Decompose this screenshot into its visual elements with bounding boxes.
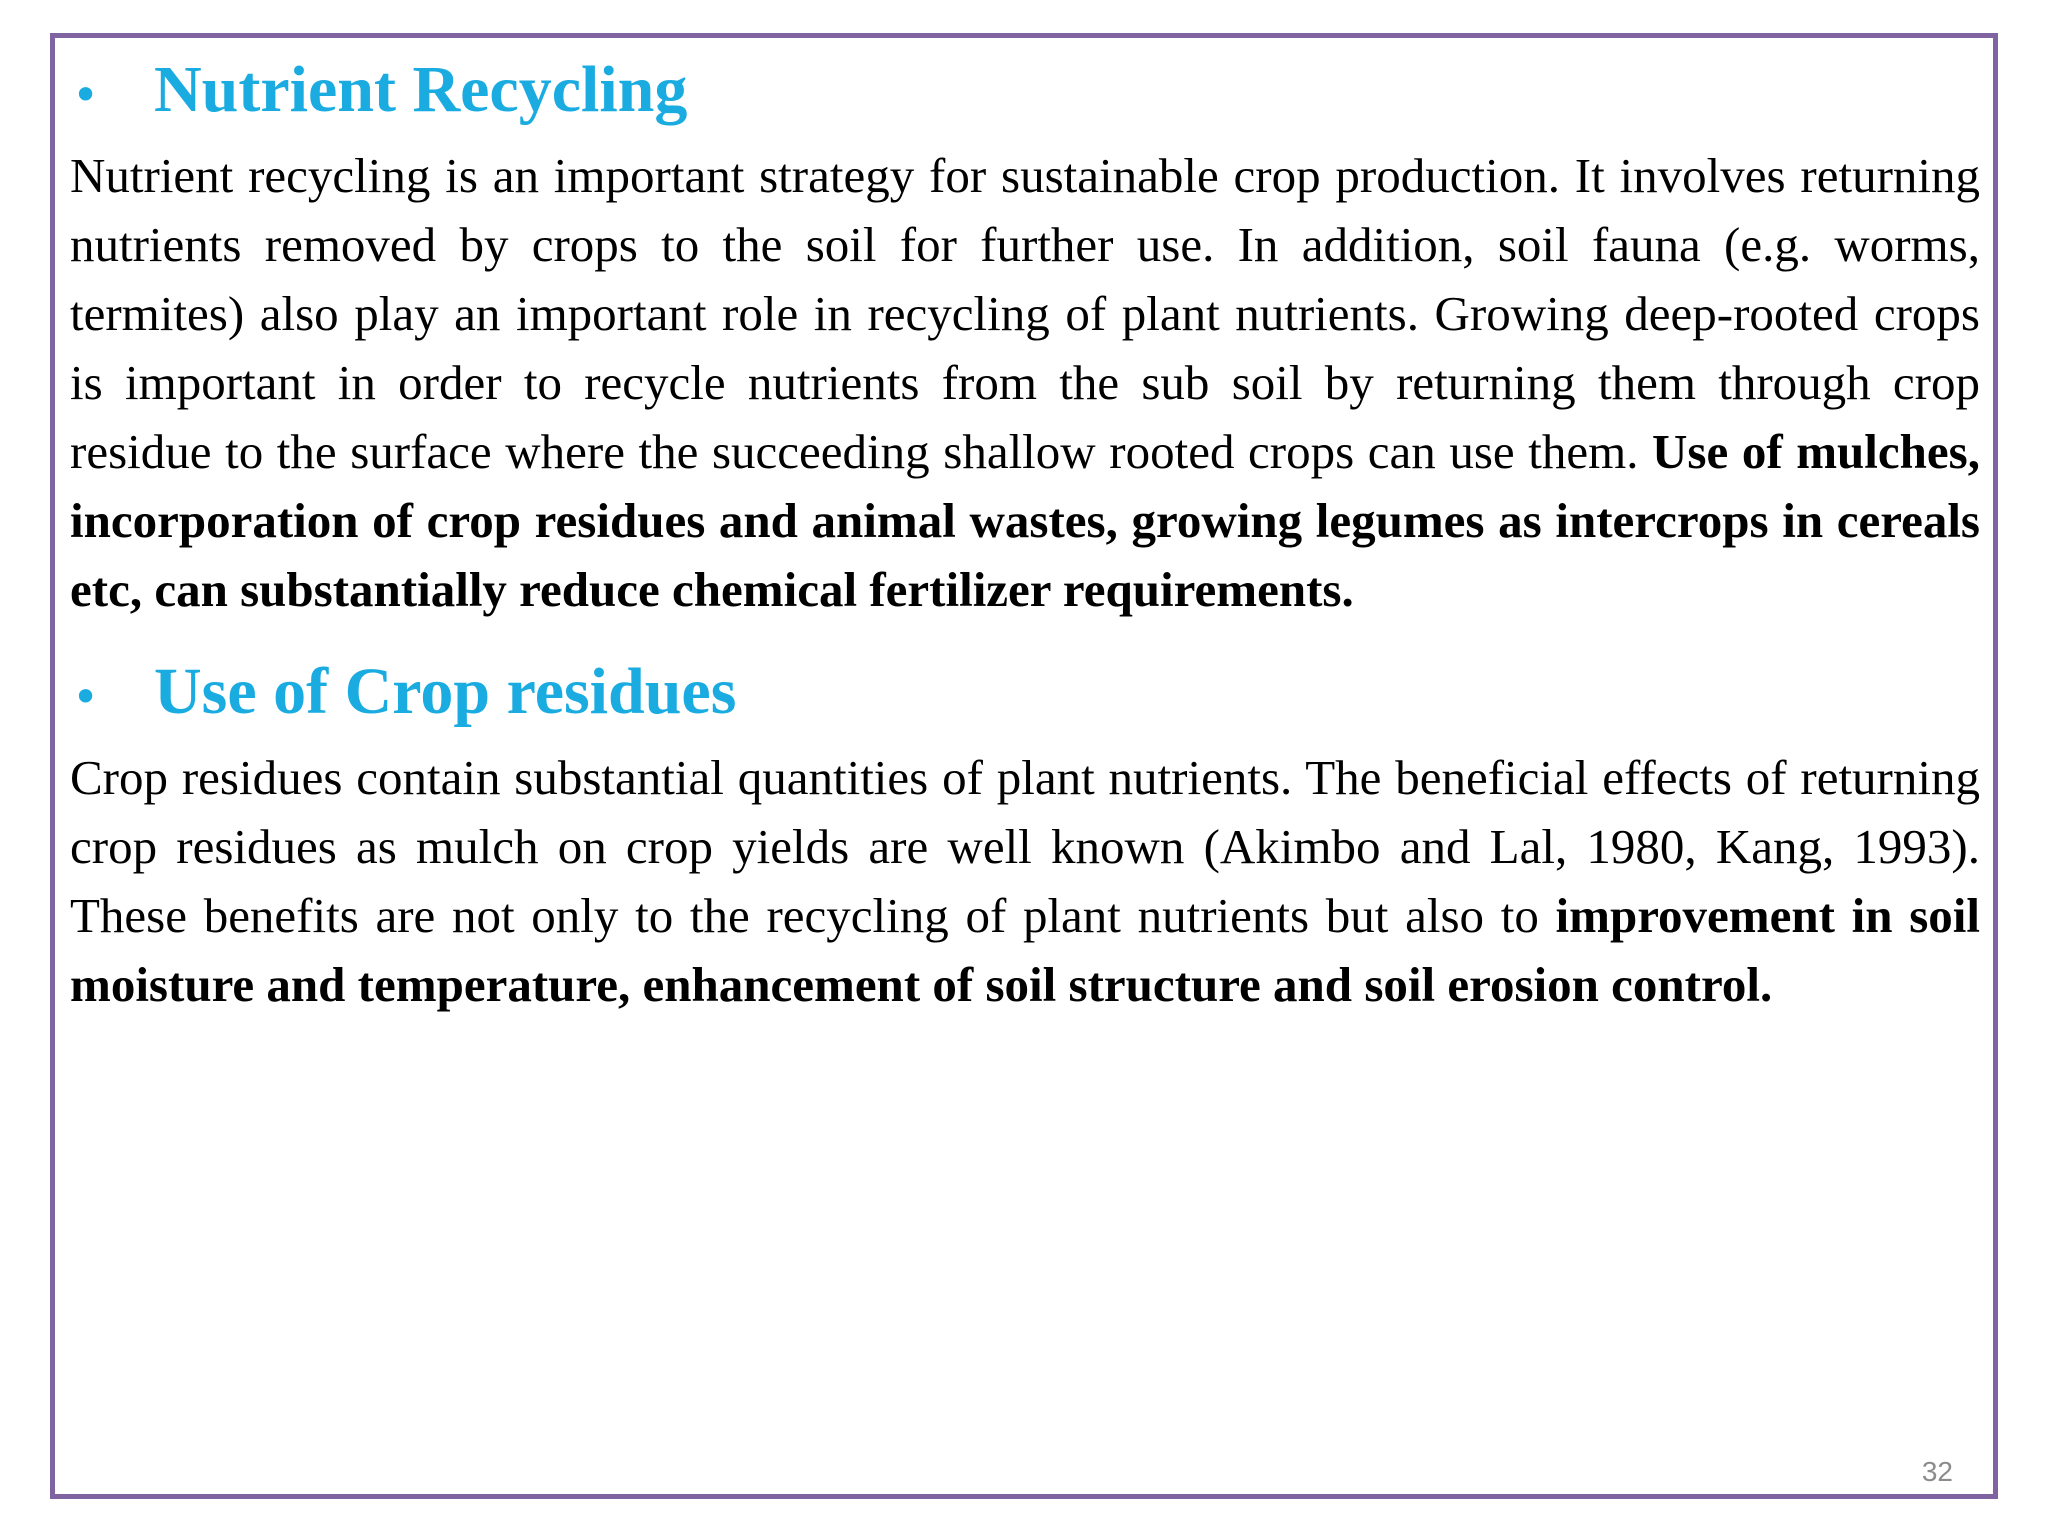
slide-content [70,50,1980,1019]
paragraph-bold-text: improvement in soil moisture and temperature, enhancement of soil structure and soil erosion control. [70,888,1980,1012]
paragraph-nutrient-recycling [70,141,1980,624]
paragraph-text: Crop residues contain substantial quantities of plant nutrients. The beneficial effects of returning crop residues as mulch on crop yields are well known (Akimbo and Lal, 1980, Kang, 1993). These benefits are not only to the recycling of plant nutrients but also to [70,750,1980,943]
heading-text: Nutrient Recycling [154,53,688,126]
heading-text: Use of Crop residues [154,655,737,728]
page-number: 32 [1921,1456,1953,1487]
heading-nutrient-recycling [70,50,1980,135]
bullet-icon: • [72,68,100,122]
paragraph-text: Nutrient recycling is an important strategy for sustainable crop production. It involves returning nutrients removed by crops to the soil for further use. In addition, soil fauna (e.g. worms, termites) also play an important role in recycling of plant nutrients. Growing deep-rooted crops is important in order to recycle nutrients from the sub soil by returning them through crop residue to the surface where the succeeding shallow rooted crops can use them. [70,148,1980,479]
heading-use-of-crop-residues [70,652,1980,737]
paragraph-bold-text: Use of mulches, incorporation of crop residues and animal wastes, growing legumes as intercrops in cereals etc, can substantially reduce chemical fertilizer requirements. [70,424,1980,617]
bullet-icon: • [72,670,100,724]
paragraph-crop-residues [70,743,1980,1019]
